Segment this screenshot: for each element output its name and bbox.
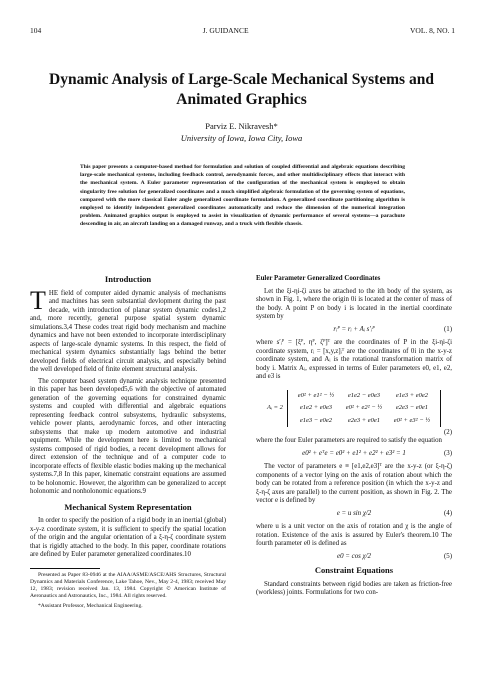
intro-paragraph-1-text: HE field of computer aided dynamic analysis of mechanisms and machines has seen substantial devlopment during the past decade, with introduction of planar system dynamic codes1,2 and, more recently, general purpose spatial system dynamic simulations.3,4 These codes treat rigid body mechanism and machine dynamics and have not been extended to incorporate interdisciplinary aspects of large-scale dynamic systems. In this respect, the field of mechanical system dynamics substantially lags behind the better developed fields of electrical circuit analysis, and especially behind the well developed field of finite element structural analysis. (30, 289, 226, 373)
equation-4-number: (4) (443, 509, 452, 517)
equation-5 (256, 553, 452, 562)
equation-3 (256, 450, 452, 459)
epgc-paragraph-1: Let the ξi-ηi-ζi axes be attached to the ith body of the system, as shown in Fig. 1, where the origin 0i is located at the center of mass of the body. A point P on body i is located in the inertial coordinate system by (256, 287, 452, 320)
matrix-lhs: Aᵢ = 2 (267, 404, 283, 411)
equation-3-number: (3) (443, 449, 452, 457)
equation-2 (256, 386, 452, 436)
section-heading-mechanical-system: Mechanical System Representation (64, 501, 192, 512)
section-heading-introduction: Introduction (104, 274, 152, 284)
right-column (256, 275, 452, 601)
paper-title: Dynamic Analysis of Large-Scale Mechanical Systems and Animated Graphics (49, 71, 434, 108)
volume-info: VOL. 8, NO. 1 (410, 26, 455, 35)
epgc-paragraph-5: where u is a unit vector on the axis of rotation and χ is the angle of rotation. Existence of the axis is assured by Euler's theorem.10 The fourth parameter e0 is defined as (256, 523, 452, 547)
epgc-paragraph-2: where s′ᵢᴾ = [ξᴾ, ηᴾ, ζᴾ]ᵀ are the coordinates of P in the ξi-ηi-ζi coordinate system, rᵢ = [x,y,z]ᵢᵀ are the coordinates of 0i in the x-y-z coordinate system, and Aᵢ is the rotational transformation matrix of body i. Matrix Aᵢ, expressed in terms of Euler parameters e0, e1, e2, and e3 is (256, 339, 452, 380)
running-header (30, 26, 455, 35)
rotation-matrix (267, 390, 441, 428)
equation-2-number: (2) (443, 428, 452, 436)
matrix-cell: e2e3 + e0e1 (347, 416, 381, 424)
footnote-presented: Presented as Paper 83-0946 at the AIAA/ASME/ASCE/AHS Structures, Structural Dynamics and Materials Conference, Lake Tahoe, Nev., May 2-4, 1983; received May 12, 1983; revision received Jan. 13, 1984. Copyright © American Institute of Aeronautics and Astronautics, Inc., 1984. All rights reserved. (30, 571, 226, 599)
equation-5-number: (5) (443, 552, 452, 560)
equation-5-body: e0 = cos χ/2 (337, 552, 371, 560)
section-heading-constraint-equations: Constraint Equations (314, 565, 394, 575)
equation-1-number: (1) (443, 325, 452, 333)
equation-3-body: e0² + eᵀe = e0² + e1² + e2² + e3² = 1 (302, 449, 406, 457)
author-name: Parviz E. Nikravesh* (205, 121, 278, 131)
matrix-cell: e2e3 − e0e1 (395, 404, 429, 411)
drop-cap: T (30, 285, 46, 315)
epgc-paragraph-3: where the four Euler parameters are required to satisfy the equation (256, 437, 442, 444)
page-number: 104 (30, 26, 42, 35)
matrix-cell: e1e3 − e0e2 (299, 416, 333, 424)
intro-paragraph-1 (30, 285, 226, 375)
matrix-cell: e0² + e3² − ½ (393, 416, 431, 424)
ce-paragraph-1: Standard constraints between rigid bodies are taken as friction-free (workless) joints. Formulations for two con- (256, 580, 452, 596)
abstract: This paper presents a computer-based method for formulation and solution of coupled differential and algebraic equations describing large-scale mechanical systems, including feedback control, aerodynamic forces, and other multidisciplinary effects that interact with the mechanical system. A Euler parameter representation of the configuration of the mechanical system is employed to obtain singularity free solution for generalized coordinates and a much simplified algebraic formulation of the governing system of equations, compared with the more classical Euler angle generalized coordinate formulation. A generalized coordinate partitioning algorithm is employed to identify independent generalized coordinates automatically and reduce the dimension of the numerical integration problem. Animated graphics output is employed to assist in visualization of dynamic performance of several systems—a parachute descending in air, an aircraft landing on a damaged runway, and a truck with flexible chassis. (80, 164, 405, 228)
equation-1-body: rᵢᴾ = rᵢ + Aᵢ s′ᵢᴾ (333, 325, 375, 333)
matrix-cell: e0² + e2² − ½ (345, 404, 383, 411)
footnote-rule (30, 568, 100, 569)
journal-name: J. GUIDANCE (202, 26, 249, 35)
equation-4 (256, 510, 452, 519)
section-heading-euler-parameters: Euler Parameter Generalized Coordinates (256, 275, 381, 282)
matrix-cell: e1e2 − e0e3 (347, 391, 381, 399)
matrix-cell: e0² + e1² − ½ (297, 391, 335, 399)
epgc-paragraph-4: The vector of parameters e ≡ [e1,e2,e3]ᵀ are the x-y-z (or ξ-η-ζ) components of a vector lying on the axis of rotation about which the body can be rotated from a reference position (in which the x-y-z and ξ-η-ζ axes are parallel) to the current position, as shown in Fig. 2. The vector e is defined by (256, 463, 452, 504)
author-affiliation: University of Iowa, Iowa City, Iowa (180, 133, 303, 143)
intro-paragraph-2: The computer based system dynamic analysis technique presented in this paper has been developed5,6 with the objective of automated generation of the governing equations for constrained dynamic systems and coupled with differential and algebraic equations representing feedback control subsystems, hydraulic subsystems, vehicle power plants, aerodynamic forces, and other interacting subsystems that make up modern automotive and industrial equipment. While the development here is limited to mechanical systems composed of rigid bodies, a recent development allows for direct extension of the technique and of a computer code to incorporate effects of flexible elastic bodies making up the mechanical systems.7,8 In this paper, kinematic constraint equations are assumed to be holonomic. However, the algorithm can be generalized to accept holonomic and nonholonomic equations.9 (30, 377, 226, 495)
msr-paragraph-1: In order to specify the position of a rigid body in an inertial (global) x-y-z coordinate system, it is sufficient to specify the spatial location of the origin and the angular orientation of a ξ-η-ζ coordinate system that is rigidly attached to the body. In this paper, coordinate rotations are defined by Euler parameter generalized coordinates.10 (30, 517, 226, 558)
footnote-author: *Assistant Professor, Mechanical Engineering. (38, 602, 143, 609)
equation-1 (256, 326, 452, 335)
matrix-cell: e1e2 + e0e3 (299, 404, 333, 411)
left-column (30, 275, 226, 613)
matrix-cell: e1e3 + e0e2 (395, 391, 429, 399)
matrix-grid (287, 390, 441, 428)
equation-4-body: e = u sin χ/2 (336, 509, 372, 517)
